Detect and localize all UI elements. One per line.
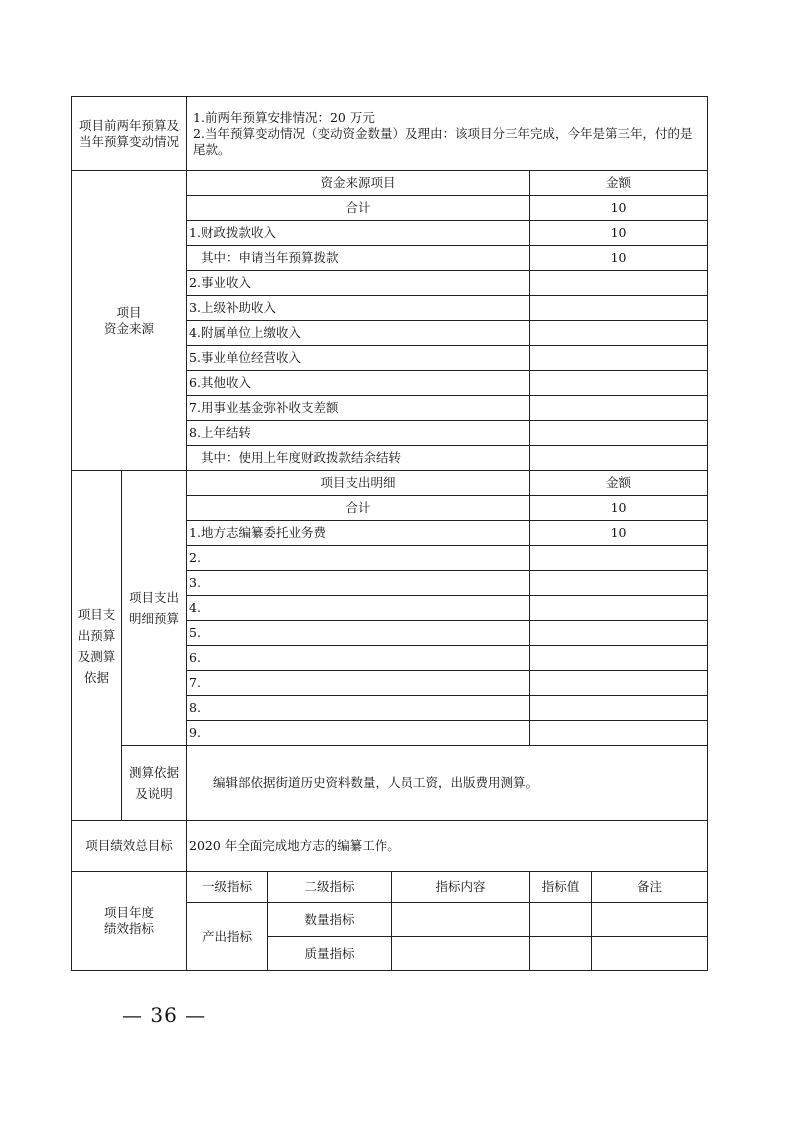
funding-row-label: 5.事业单位经营收入	[187, 346, 530, 371]
annual-col-remark: 备注	[592, 872, 708, 903]
goal-row	[72, 821, 708, 872]
expenditure-row-amount	[530, 646, 708, 671]
funding-col-amount: 金额	[530, 171, 708, 196]
funding-row-amount	[530, 321, 708, 346]
expenditure-row-amount	[530, 621, 708, 646]
expenditure-row-amount: 10	[530, 521, 708, 546]
funding-row-amount: 10	[530, 196, 708, 221]
annual-value-cell	[530, 937, 592, 971]
expenditure-row-label: 7.	[187, 671, 530, 696]
funding-row-amount	[530, 371, 708, 396]
expenditure-row-amount	[530, 721, 708, 746]
budget-change-content	[187, 97, 708, 171]
expenditure-row-label: 1.地方志编纂委托业务费	[187, 521, 530, 546]
funding-row-label: 其中：使用上年度财政拨款结余结转	[187, 446, 530, 471]
funding-section-label: 项目 资金来源	[72, 171, 187, 471]
expenditure-row-label: 5.	[187, 621, 530, 646]
funding-row-label: 1.财政拨款收入	[187, 221, 530, 246]
basis-row	[72, 746, 708, 821]
funding-row-amount	[530, 446, 708, 471]
budget-line-2: 2.当年预算变动情况（变动资金数量）及理由：该项目分三年完成，今年是第三年，付的是尾款。	[193, 125, 693, 157]
annual-level2-value: 数量指标	[268, 903, 392, 937]
funding-row-amount	[530, 421, 708, 446]
budget-line-1: 1.前两年预算安排情况：20 万元	[193, 109, 375, 125]
expenditure-detail-label: 项目支出明细预算	[122, 471, 187, 746]
funding-row-label: 2.事业收入	[187, 271, 530, 296]
funding-row-amount	[530, 271, 708, 296]
expenditure-row-label: 6.	[187, 646, 530, 671]
goal-text: 2020 年全面完成地方志的编纂工作。	[187, 821, 708, 872]
annual-level2-value: 质量指标	[268, 937, 392, 971]
funding-header-row	[72, 171, 708, 196]
expenditure-row-amount	[530, 696, 708, 721]
annual-content-cell	[392, 937, 530, 971]
funding-row-amount: 10	[530, 221, 708, 246]
basis-label: 测算依据及说明	[122, 746, 187, 821]
annual-header-row	[72, 872, 708, 903]
annual-section-label: 项目年度 绩效指标	[72, 872, 187, 971]
funding-row-label: 7.用事业基金弥补收支差额	[187, 396, 530, 421]
annual-col-level2: 二级指标	[268, 872, 392, 903]
annual-level1-value: 产出指标	[187, 903, 268, 971]
expenditure-row-label: 合计	[187, 496, 530, 521]
funding-row-amount	[530, 296, 708, 321]
budget-change-row	[72, 97, 708, 171]
expenditure-row-amount	[530, 596, 708, 621]
funding-row-label: 8.上年结转	[187, 421, 530, 446]
funding-row-label: 3.上级补助收入	[187, 296, 530, 321]
funding-row-label: 合计	[187, 196, 530, 221]
expenditure-section-label: 项目支出预算及测算依据	[72, 471, 122, 821]
basis-text: 编辑部依据街道历史资料数量，人员工资，出版费用测算。	[187, 746, 708, 821]
goal-label: 项目绩效总目标	[72, 821, 187, 872]
annual-remark-cell	[592, 903, 708, 937]
annual-col-content: 指标内容	[392, 872, 530, 903]
expenditure-row-label: 3.	[187, 571, 530, 596]
funding-row-amount: 10	[530, 246, 708, 271]
expenditure-row-label: 2.	[187, 546, 530, 571]
budget-change-label: 项目前两年预算及当年预算变动情况	[72, 97, 187, 171]
page-number: — 36 —	[122, 1003, 207, 1027]
annual-remark-cell	[592, 937, 708, 971]
expenditure-col-detail: 项目支出明细	[187, 471, 530, 496]
expenditure-row-amount: 10	[530, 496, 708, 521]
annual-col-level1: 一级指标	[187, 872, 268, 903]
expenditure-row-label: 8.	[187, 696, 530, 721]
annual-content-cell	[392, 903, 530, 937]
expenditure-row-label: 4.	[187, 596, 530, 621]
project-budget-form	[71, 96, 708, 971]
annual-value-cell	[530, 903, 592, 937]
funding-row-amount	[530, 396, 708, 421]
expenditure-col-amount: 金额	[530, 471, 708, 496]
expenditure-row-amount	[530, 571, 708, 596]
funding-row-label: 6.其他收入	[187, 371, 530, 396]
expenditure-row-amount	[530, 671, 708, 696]
expenditure-row-label: 9.	[187, 721, 530, 746]
annual-col-value: 指标值	[530, 872, 592, 903]
funding-col-source: 资金来源项目	[187, 171, 530, 196]
funding-row-label: 其中：申请当年预算拨款	[187, 246, 530, 271]
funding-row-label: 4.附属单位上缴收入	[187, 321, 530, 346]
expenditure-header-row	[72, 471, 708, 496]
expenditure-row-amount	[530, 546, 708, 571]
funding-row-amount	[530, 346, 708, 371]
